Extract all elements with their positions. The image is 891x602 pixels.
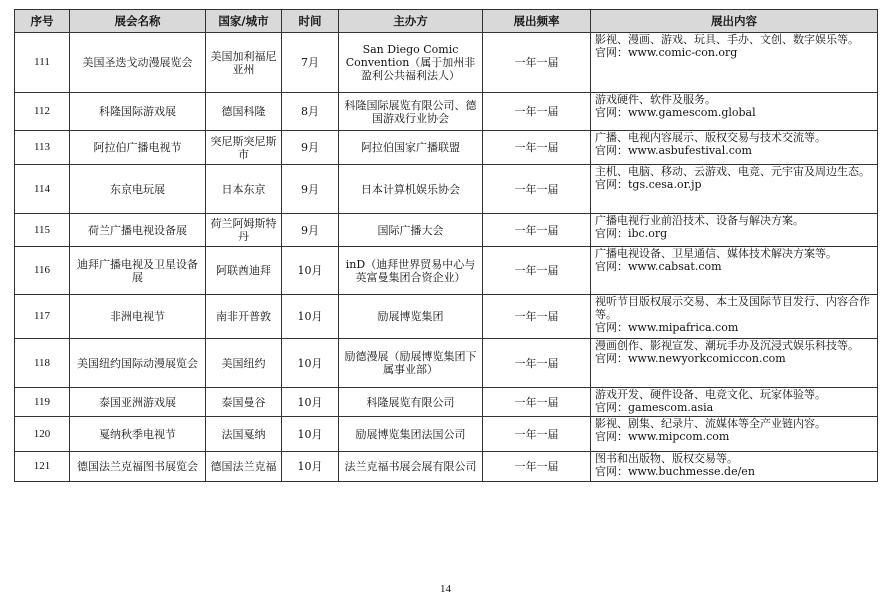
frequency-cell: 一年一届 (483, 93, 591, 131)
row-number-cell: 118 (15, 339, 70, 388)
row-number-cell: 114 (15, 165, 70, 214)
website-text: 官网：www.newyorkcomiccon.com (595, 352, 786, 365)
exhibition-time-cell: 10月 (282, 247, 339, 295)
content-text: 广播、电视内容展示、版权交易与技术交流等。 (595, 131, 826, 144)
exhibition-time-cell: 10月 (282, 295, 339, 339)
row-number-cell: 113 (15, 131, 70, 165)
content-cell (591, 388, 878, 417)
table-row (15, 417, 878, 452)
table-row (15, 33, 878, 93)
exhibition-name-cell: 荷兰广播电视设备展 (70, 214, 206, 247)
exhibition-time-cell: 10月 (282, 388, 339, 417)
frequency-cell: 一年一届 (483, 247, 591, 295)
content-text: 图书和出版物、版权交易等。 (595, 452, 738, 465)
frequency-cell: 一年一届 (483, 295, 591, 339)
content-text: 影视、漫画、游戏、玩具、手办、文创、数字娱乐等。 (595, 33, 859, 46)
content-text: 广播电视行业前沿技术、设备与解决方案。 (595, 214, 804, 227)
table-header-row (15, 10, 878, 33)
exhibition-time-cell: 10月 (282, 339, 339, 388)
row-number-cell: 115 (15, 214, 70, 247)
website-text: 官网：gamescom.asia (595, 401, 714, 414)
exhibition-name-cell: 非洲电视节 (70, 295, 206, 339)
content-text: 主机、电脑、移动、云游戏、电竞、元宇宙及周边生态。 (595, 165, 870, 178)
website-text: 官网：www.asbufestival.com (595, 144, 752, 157)
table-row (15, 295, 878, 339)
website-text: 官网：www.gamescom.global (595, 106, 756, 119)
exhibition-name-cell: 戛纳秋季电视节 (70, 417, 206, 452)
header-cell: 时间 (282, 10, 339, 33)
exhibition-time-cell: 8月 (282, 93, 339, 131)
content-cell (591, 295, 878, 339)
country-city-cell: 荷兰阿姆斯特丹 (206, 214, 282, 247)
content-text: 广播电视设备、卫星通信、媒体技术解决方案等。 (595, 247, 837, 260)
exhibition-time-cell: 9月 (282, 214, 339, 247)
header-cell: 国家/城市 (206, 10, 282, 33)
country-city-cell: 德国法兰克福 (206, 452, 282, 482)
organizer-cell: 科隆国际展览有限公司、德国游戏行业协会 (339, 93, 483, 131)
row-number-cell: 116 (15, 247, 70, 295)
row-number-cell: 112 (15, 93, 70, 131)
content-cell (591, 452, 878, 482)
country-city-cell: 美国加利福尼亚州 (206, 33, 282, 93)
organizer-cell: 法兰克福书展会展有限公司 (339, 452, 483, 482)
exhibition-time-cell: 9月 (282, 165, 339, 214)
content-text: 游戏硬件、软件及服务。 (595, 93, 716, 106)
exhibition-name-cell: 东京电玩展 (70, 165, 206, 214)
exhibition-time-cell: 9月 (282, 131, 339, 165)
country-city-cell: 日本东京 (206, 165, 282, 214)
content-text: 游戏开发、硬件设备、电竞文化、玩家体验等。 (595, 388, 826, 401)
website-text: 官网：www.comic-con.org (595, 46, 738, 59)
row-number-cell: 117 (15, 295, 70, 339)
content-cell (591, 339, 878, 388)
exhibition-name-cell: 美国纽约国际动漫展览会 (70, 339, 206, 388)
website-text: 官网：www.mipcom.com (595, 430, 730, 443)
table-row (15, 93, 878, 131)
website-text: 官网：www.cabsat.com (595, 260, 722, 273)
country-city-cell: 泰国曼谷 (206, 388, 282, 417)
content-cell (591, 93, 878, 131)
organizer-cell: 日本计算机娱乐协会 (339, 165, 483, 214)
organizer-cell: 励展博览集团 (339, 295, 483, 339)
frequency-cell: 一年一届 (483, 214, 591, 247)
content-text: 影视、剧集、纪录片、流媒体等全产业链内容。 (595, 417, 826, 430)
header-cell: 展出内容 (591, 10, 878, 33)
table-row (15, 165, 878, 214)
header-cell: 序号 (15, 10, 70, 33)
content-cell (591, 33, 878, 93)
organizer-cell: San Diego Comic Convention（属于加州非盈利公共福利法人） (339, 33, 483, 93)
exhibition-name-cell: 迪拜广播电视及卫星设备展 (70, 247, 206, 295)
country-city-cell: 突尼斯突尼斯市 (206, 131, 282, 165)
content-text: 视听节目版权展示交易、本土及国际节目发行、内容合作等。 (595, 295, 870, 321)
website-text: 官网：ibc.org (595, 227, 668, 240)
exhibition-name-cell: 美国圣迭戈动漫展览会 (70, 33, 206, 93)
content-text: 漫画创作、影视宣发、潮玩手办及沉浸式娱乐科技等。 (595, 339, 859, 352)
content-cell (591, 417, 878, 452)
organizer-cell: 科隆展览有限公司 (339, 388, 483, 417)
frequency-cell: 一年一届 (483, 131, 591, 165)
content-cell (591, 165, 878, 214)
table-row (15, 247, 878, 295)
country-city-cell: 南非开普敦 (206, 295, 282, 339)
row-number-cell: 111 (15, 33, 70, 93)
country-city-cell: 美国纽约 (206, 339, 282, 388)
table-row (15, 452, 878, 482)
table-row (15, 388, 878, 417)
content-cell (591, 247, 878, 295)
frequency-cell: 一年一届 (483, 165, 591, 214)
content-cell (591, 214, 878, 247)
exhibition-name-cell: 德国法兰克福图书展览会 (70, 452, 206, 482)
country-city-cell: 法国戛纳 (206, 417, 282, 452)
website-text: 官网：tgs.cesa.or.jp (595, 178, 702, 191)
exhibition-name-cell: 阿拉伯广播电视节 (70, 131, 206, 165)
website-text: 官网：www.mipafrica.com (595, 321, 739, 334)
country-city-cell: 德国科隆 (206, 93, 282, 131)
row-number-cell: 120 (15, 417, 70, 452)
organizer-cell: inD（迪拜世界贸易中心与英富曼集团合资企业） (339, 247, 483, 295)
organizer-cell: 励展博览集团法国公司 (339, 417, 483, 452)
organizer-cell: 励德漫展（励展博览集团下属事业部） (339, 339, 483, 388)
frequency-cell: 一年一届 (483, 452, 591, 482)
country-city-cell: 阿联酋迪拜 (206, 247, 282, 295)
frequency-cell: 一年一届 (483, 33, 591, 93)
table-row (15, 339, 878, 388)
exhibition-time-cell: 7月 (282, 33, 339, 93)
frequency-cell: 一年一届 (483, 339, 591, 388)
organizer-cell: 阿拉伯国家广播联盟 (339, 131, 483, 165)
exhibition-table (14, 9, 878, 482)
header-cell: 展会名称 (70, 10, 206, 33)
organizer-cell: 国际广播大会 (339, 214, 483, 247)
exhibition-time-cell: 10月 (282, 452, 339, 482)
exhibition-name-cell: 科隆国际游戏展 (70, 93, 206, 131)
row-number-cell: 121 (15, 452, 70, 482)
exhibition-name-cell: 泰国亚洲游戏展 (70, 388, 206, 417)
website-text: 官网：www.buchmesse.de/en (595, 465, 755, 478)
table-row (15, 131, 878, 165)
content-cell (591, 131, 878, 165)
frequency-cell: 一年一届 (483, 388, 591, 417)
exhibition-time-cell: 10月 (282, 417, 339, 452)
frequency-cell: 一年一届 (483, 417, 591, 452)
row-number-cell: 119 (15, 388, 70, 417)
header-cell: 主办方 (339, 10, 483, 33)
header-cell: 展出频率 (483, 10, 591, 33)
page-number: 14 (440, 583, 451, 595)
table-body (15, 33, 878, 482)
table-row (15, 214, 878, 247)
